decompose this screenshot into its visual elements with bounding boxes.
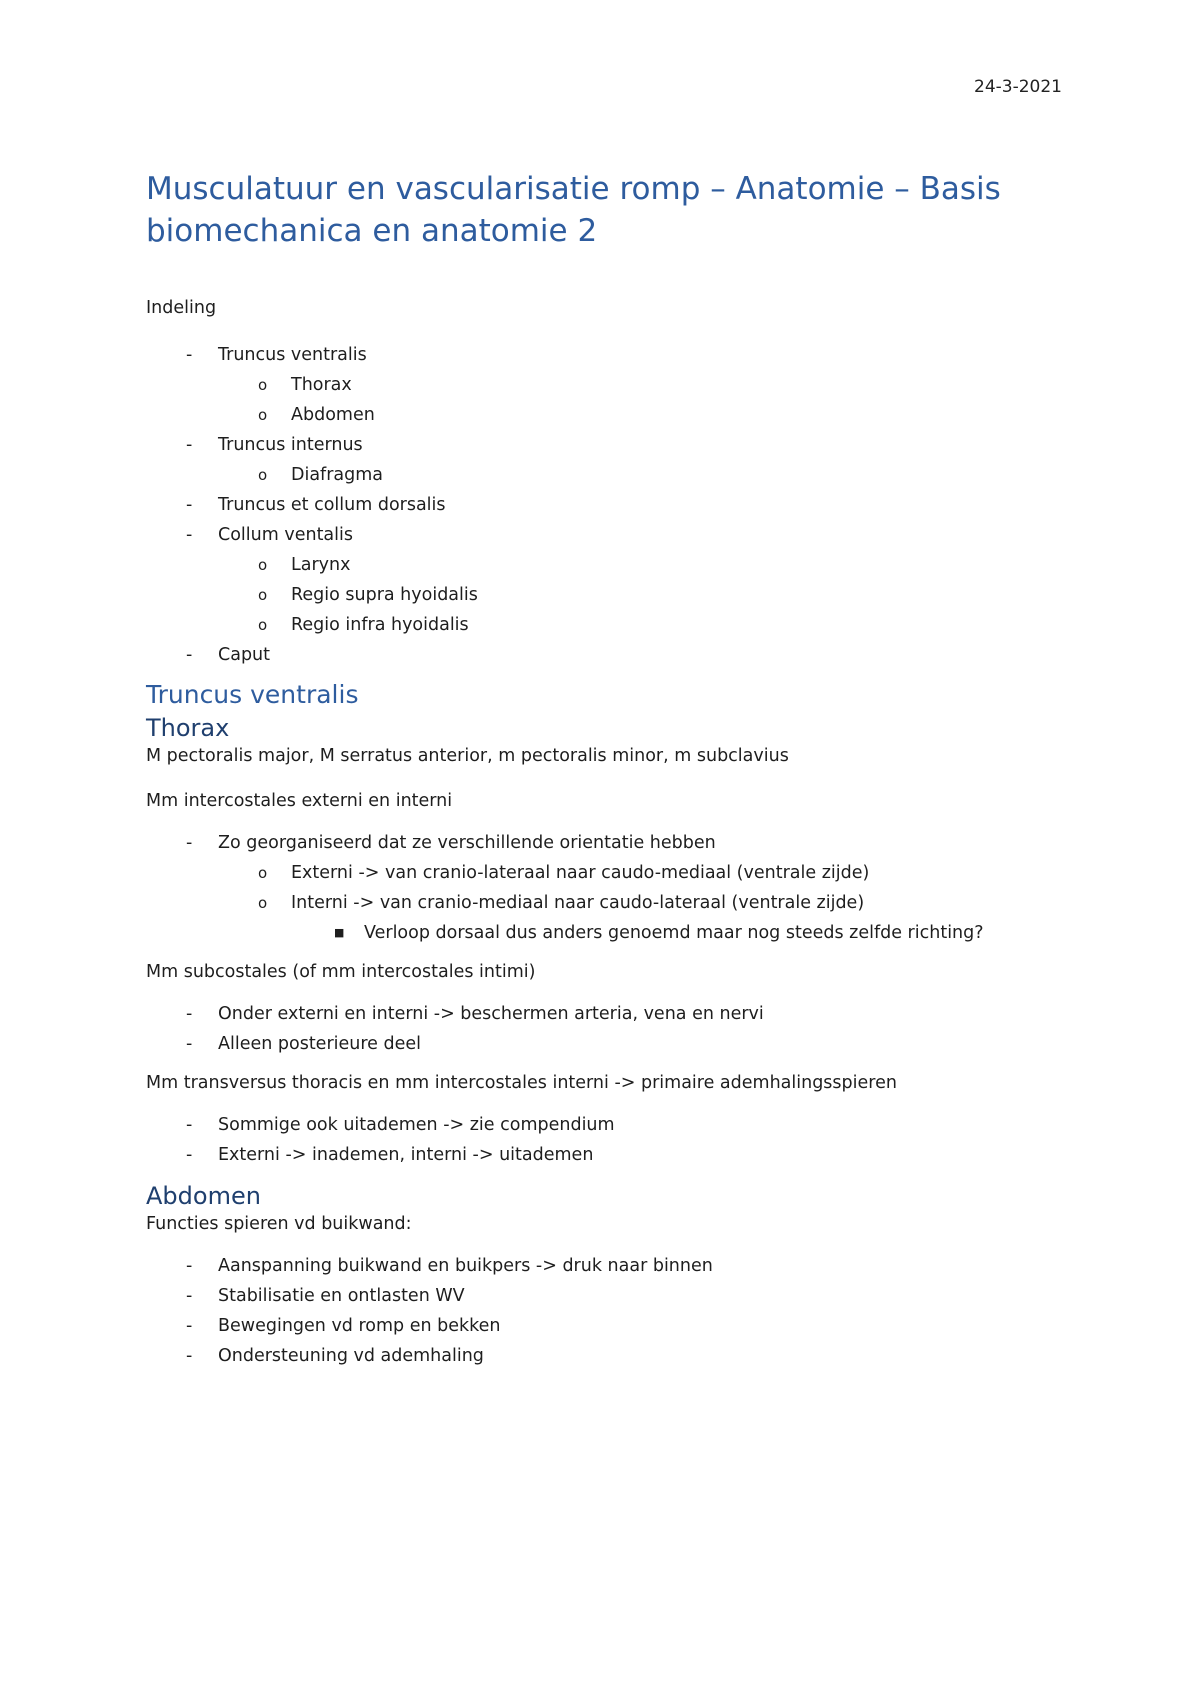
dash-bullet-icon: -	[186, 1346, 193, 1366]
dash-bullet-icon: -	[186, 1004, 193, 1024]
dash-bullet-icon: -	[186, 1034, 193, 1054]
bullet-list	[146, 828, 1066, 948]
list-item	[146, 1341, 1066, 1371]
list-item	[146, 370, 1066, 400]
square-bullet-icon: ■	[334, 926, 345, 939]
list-item	[146, 430, 1066, 460]
list-item	[146, 580, 1066, 610]
circle-bullet-icon: o	[258, 406, 268, 424]
list-item	[146, 1110, 1066, 1140]
list-item-text: Aanspanning buikwand en buikpers -> druk naar binnen	[218, 1256, 713, 1276]
list-item-text: Onder externi en interni -> beschermen arteria, vena en nervi	[218, 1004, 764, 1024]
list-item	[146, 610, 1066, 640]
list-item-text: Larynx	[291, 555, 351, 575]
list-item-text: Truncus internus	[218, 435, 363, 455]
list-item-text: Stabilisatie en ontlasten WV	[218, 1286, 465, 1306]
list-item-text: Verloop dorsaal dus anders genoemd maar nog steeds zelfde richting?	[364, 923, 984, 943]
dash-bullet-icon: -	[186, 345, 193, 365]
list-item-text: Truncus et collum dorsalis	[218, 495, 446, 515]
circle-bullet-icon: o	[258, 616, 268, 634]
bullet-list	[146, 1110, 1066, 1170]
list-item-text: Diafragma	[291, 465, 384, 485]
circle-bullet-icon: o	[258, 586, 268, 604]
list-item-text: Bewegingen vd romp en bekken	[218, 1316, 501, 1336]
dash-bullet-icon: -	[186, 1286, 193, 1306]
list-item	[146, 1281, 1066, 1311]
list-item-text: Externi -> inademen, interni -> uitademen	[218, 1145, 594, 1165]
dash-bullet-icon: -	[186, 645, 193, 665]
list-item	[146, 340, 1066, 370]
dash-bullet-icon: -	[186, 833, 193, 853]
dash-bullet-icon: -	[186, 495, 193, 515]
intro-label: Indeling	[146, 298, 217, 318]
paragraph: Functies spieren vd buikwand:	[146, 1214, 412, 1234]
list-item	[146, 460, 1066, 490]
bullet-list	[146, 1251, 1066, 1371]
bullet-list	[146, 999, 1066, 1059]
list-item-text: Caput	[218, 645, 271, 665]
list-item	[146, 400, 1066, 430]
list-item-text: Truncus ventralis	[218, 345, 367, 365]
paragraph: M pectoralis major, M serratus anterior, m pectoralis minor, m subclavius	[146, 746, 789, 766]
list-item	[146, 1251, 1066, 1281]
list-item	[146, 858, 1066, 888]
dash-bullet-icon: -	[186, 1316, 193, 1336]
document-body	[146, 296, 1066, 1371]
list-item	[146, 640, 1066, 670]
paragraph: Mm transversus thoracis en mm intercostales interni -> primaire ademhalingsspieren	[146, 1073, 897, 1093]
dash-bullet-icon: -	[186, 1145, 193, 1165]
list-item-text: Abdomen	[291, 405, 375, 425]
section-heading-truncus-ventralis: Truncus ventralis	[146, 680, 359, 709]
circle-bullet-icon: o	[258, 376, 268, 394]
list-item-text: Interni -> van cranio-mediaal naar caudo-lateraal (ventrale zijde)	[291, 893, 865, 913]
list-item-text: Thorax	[291, 375, 352, 395]
list-item-text: Sommige ook uitademen -> zie compendium	[218, 1115, 615, 1135]
dash-bullet-icon: -	[186, 1256, 193, 1276]
outline-list	[146, 340, 1066, 670]
subsection-heading-thorax: Thorax	[146, 714, 230, 742]
paragraph: Mm subcostales (of mm intercostales intimi)	[146, 962, 536, 982]
paragraph: Mm intercostales externi en interni	[146, 791, 453, 811]
dash-bullet-icon: -	[186, 525, 193, 545]
list-item-text: Regio infra hyoidalis	[291, 615, 469, 635]
list-item-text: Externi -> van cranio-lateraal naar caudo-mediaal (ventrale zijde)	[291, 863, 870, 883]
dash-bullet-icon: -	[186, 1115, 193, 1135]
circle-bullet-icon: o	[258, 556, 268, 574]
list-item-text: Alleen posterieure deel	[218, 1034, 422, 1054]
subsection-heading-abdomen: Abdomen	[146, 1182, 261, 1210]
list-item	[146, 520, 1066, 550]
list-item	[146, 828, 1066, 858]
circle-bullet-icon: o	[258, 894, 268, 912]
list-item-text: Collum ventalis	[218, 525, 353, 545]
document-title: Musculatuur en vascularisatie romp – Anatomie – Basis biomechanica en anatomie 2	[146, 171, 1001, 249]
dash-bullet-icon: -	[186, 435, 193, 455]
list-item	[146, 999, 1066, 1029]
list-item	[146, 490, 1066, 520]
list-item-text: Ondersteuning vd ademhaling	[218, 1346, 484, 1366]
list-item	[146, 888, 1066, 918]
document-date: 24-3-2021	[974, 77, 1062, 97]
list-item	[146, 1029, 1066, 1059]
list-item	[146, 1140, 1066, 1170]
circle-bullet-icon: o	[258, 864, 268, 882]
list-item-text: Zo georganiseerd dat ze verschillende orientatie hebben	[218, 833, 716, 853]
list-item-text: Regio supra hyoidalis	[291, 585, 478, 605]
list-item	[146, 1311, 1066, 1341]
circle-bullet-icon: o	[258, 466, 268, 484]
list-item	[146, 918, 1066, 948]
list-item	[146, 550, 1066, 580]
